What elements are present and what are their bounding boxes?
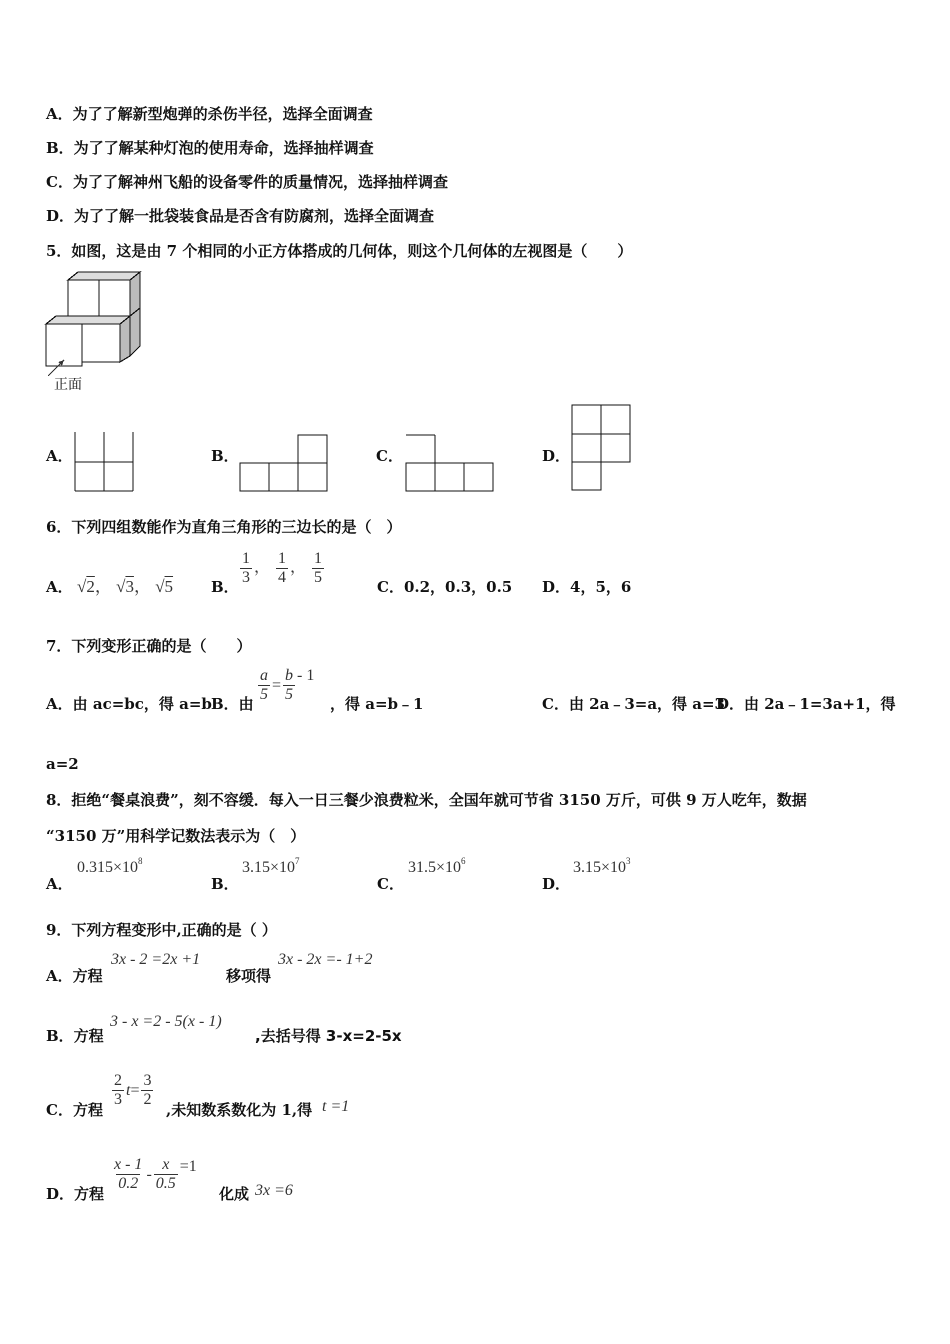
q5-stem: 5．如图，这是由 7 个相同的小正方体搭成的几何体，则这个几何体的左视图是（ ）	[46, 242, 633, 260]
q8-option-a-label: A．	[46, 875, 73, 893]
q9-option-a-mid: 移项得	[226, 967, 272, 985]
fraction-one-fourth: $\frac{1}{4}$	[278, 550, 287, 586]
separator: ，	[94, 577, 112, 596]
variable-t: t	[126, 1082, 131, 1099]
q5-option-d-figure	[571, 404, 631, 492]
q7-option-d: D．由 2a﹣1=3a+1，得	[716, 695, 896, 713]
q9-option-a-label: A．方程	[46, 967, 103, 985]
equals-sign: =	[272, 677, 282, 694]
minus-sign: -	[146, 1166, 152, 1183]
q9-option-a-result: 3x - 2x =- 1+2	[278, 951, 373, 968]
q7-stem: 7．下列变形正确的是（ ）	[46, 637, 252, 655]
q9-option-d-equation	[110, 1156, 197, 1193]
q5-option-a-label: A．	[46, 447, 73, 465]
fraction-x-minus-1-over-0.2: $\frac{x - 1}{0.2}$	[114, 1156, 143, 1192]
q6-option-d: D．4，5，6	[542, 578, 632, 596]
q8-stem-line1: 8．拒绝“餐桌浪费”，刻不容缓．每入一日三餐少浪费粒米，全国年就可节省 3150 万斤，可供 9 万人吃年，数据	[46, 791, 807, 809]
q8-option-d-label: D．	[542, 875, 571, 893]
q4-option-a: A．为了了解新型炮弹的杀伤半径，选择全面调查	[46, 105, 373, 123]
q8-option-d-value: $3.15\times 10^3$	[573, 856, 631, 876]
q7-option-c: C．由 2a﹣3=a，得 a=3	[542, 695, 725, 713]
q8-option-b-value: $3.15\times 10^7$	[242, 856, 300, 876]
q9-stem: 9．下列方程变形中,正确的是（ ）	[46, 921, 277, 939]
q6-stem: 6．下列四组数能作为直角三角形的三边长的是（ ）	[46, 518, 402, 536]
fraction-b-over-5: $\frac{b}{5}$	[285, 667, 294, 703]
minus-one: - 1	[297, 666, 315, 684]
q6-option-b-values	[238, 550, 326, 587]
q6-option-a-label: A．	[46, 578, 73, 596]
equals-sign: =	[130, 1082, 140, 1099]
q8-option-a-value: $0.315\times 10^8$	[77, 856, 143, 876]
separator: ，	[254, 559, 271, 577]
fraction-three-halves: $\frac{3}{2}$	[143, 1072, 152, 1108]
q6-option-b-label: B．	[211, 578, 239, 596]
q4-option-b: B．为了了解某种灯泡的使用寿命，选择抽样调查	[46, 139, 374, 157]
q9-option-c-equation	[110, 1072, 155, 1109]
q6-option-a-values	[77, 572, 173, 597]
q4-option-d: D．为了了解一批袋装食品是否含有防腐剂，选择全面调查	[46, 207, 435, 225]
front-label: 正面	[54, 377, 82, 393]
q7-option-d-cont: a=2	[46, 755, 79, 773]
q7-option-a: A．由 ac=bc，得 a=b	[46, 695, 212, 713]
separator: ，	[290, 559, 307, 577]
q9-option-d-result: 3x =6	[255, 1182, 293, 1199]
q5-option-a-figure	[74, 432, 134, 492]
q7-option-b-prefix: B．由	[211, 695, 254, 713]
fraction-x-over-0.5: $\frac{x}{0.5}$	[155, 1156, 176, 1192]
q5-cube-figure	[40, 268, 150, 388]
q9-option-c-label: C．方程	[46, 1101, 103, 1119]
sqrt-3-value: 3	[125, 577, 134, 596]
q5-option-d-label: D．	[542, 447, 571, 465]
q9-option-b-tail: ,去括号得 3-x=2-5x	[255, 1027, 402, 1045]
sqrt-5-value: 5	[164, 577, 174, 596]
q9-option-d-mid: 化成	[219, 1185, 250, 1203]
q9-option-b-label: B．方程	[46, 1027, 104, 1045]
fraction-a-over-5: $\frac{a}{5}$	[260, 667, 268, 703]
q8-option-c-value: $31.5\times 10^6$	[408, 856, 466, 876]
q9-option-b-equation: 3 - x =2 - 5(x - 1)	[110, 1013, 222, 1030]
sqrt-symbol: √	[155, 577, 165, 596]
equals-one: =1	[179, 1158, 197, 1175]
fraction-one-fifth: $\frac{1}{5}$	[314, 550, 323, 586]
q5-option-c-label: C．	[376, 447, 403, 465]
q5-option-b-label: B．	[211, 447, 239, 465]
q5-option-c-figure	[405, 434, 495, 492]
q9-option-c-tail: ,未知数系数化为 1,得	[166, 1101, 313, 1119]
q9-option-d-label: D．方程	[46, 1185, 105, 1203]
sqrt-2-value: 2	[86, 577, 95, 596]
q8-option-b-label: B．	[211, 875, 239, 893]
q6-option-c: C．0.2，0.3，0.5	[377, 578, 513, 596]
q9-option-c-result: t =1	[322, 1098, 350, 1115]
sqrt-symbol: √	[116, 577, 126, 596]
sqrt-symbol: √	[77, 577, 87, 596]
q7-option-b-equation	[256, 667, 314, 704]
q9-option-a-equation: 3x - 2 =2x +1	[111, 951, 201, 968]
separator: ，	[133, 577, 151, 596]
q4-option-c: C．为了了解神州飞船的设备零件的质量情况，选择抽样调查	[46, 173, 448, 191]
q8-option-c-label: C．	[377, 875, 404, 893]
q8-stem-line2: “3150 万”用科学记数法表示为（ ）	[46, 827, 306, 845]
q7-option-b-suffix: ，得 a=b﹣1	[330, 695, 424, 713]
fraction-one-third: $\frac{1}{3}$	[242, 550, 250, 586]
fraction-two-thirds: $\frac{2}{3}$	[114, 1072, 122, 1108]
q5-option-b-figure	[239, 434, 329, 492]
